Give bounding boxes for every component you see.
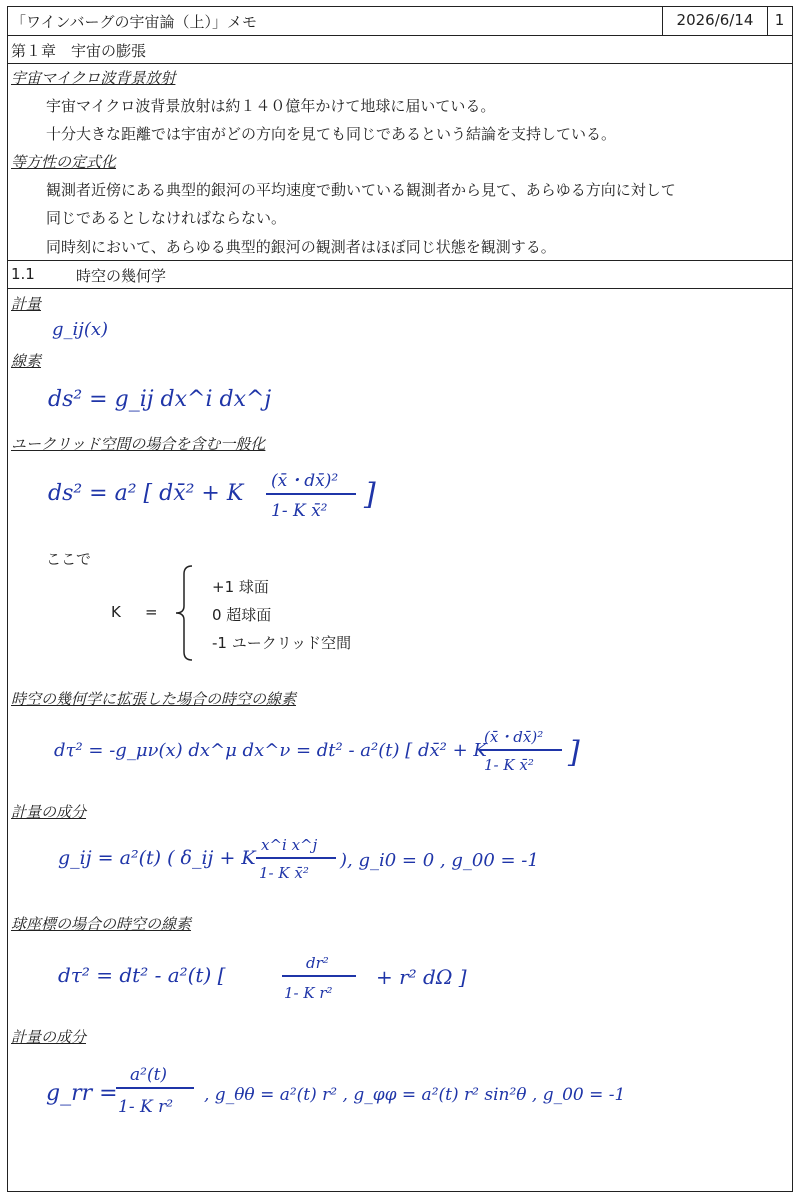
svg-text:1- K x̄²: 1- K x̄² (271, 501, 328, 521)
divider (7, 63, 793, 64)
divider (7, 288, 793, 289)
memo-title: 「ワインバーグの宇宙論（上）」メモ (11, 13, 258, 31)
svg-text:dτ² = dt² - a²(t) [: dτ² = dt² - a²(t) [ (58, 963, 226, 987)
svg-text:a²(t): a²(t) (130, 1065, 168, 1085)
heading-metric: 計量 (11, 295, 42, 313)
page-number: 1 (774, 11, 785, 29)
chapter-title: 第１章 宇宙の膨張 (11, 42, 147, 60)
handwritten-formula (56, 830, 556, 892)
paragraph: 観測者近傍にある典型的銀河の平均速度で動いている観測者から見て、あらゆる方向に対して (46, 181, 676, 199)
svg-text:+ r² dΩ ]: + r² dΩ ] (376, 965, 467, 989)
svg-text:(x̄・dx̄)²: (x̄・dx̄)² (484, 728, 544, 746)
paragraph: 同じであるとしなければならない。 (46, 209, 287, 227)
paragraph: 十分大きな距離では宇宙がどの方向を見ても同じであるという結論を支持している。 (46, 125, 617, 143)
svg-text:g_ij(x): g_ij(x) (52, 319, 109, 340)
k-symbol: K (111, 603, 121, 621)
heading-components: 計量の成分 (11, 1028, 87, 1046)
svg-text:dr²: dr² (306, 954, 329, 972)
equals-sign: = (145, 603, 158, 621)
paragraph: 宇宙マイクロ波背景放射は約１４０億年かけて地球に届いている。 (46, 97, 496, 115)
page-header (7, 6, 793, 36)
heading-generalization: ユークリッド空間の場合を含む一般化 (11, 435, 266, 453)
handwritten-formula (50, 313, 170, 343)
handwritten-formula (52, 722, 612, 782)
section-title: 時空の幾何学 (76, 267, 167, 285)
svg-text:dτ² = -g_μν(x) dx^μ dx^ν = dt²: dτ² = -g_μν(x) dx^μ dx^ν = dt² - a²(t) [ dx̄² + K (54, 740, 487, 761)
handwritten-formula (44, 1056, 744, 1126)
heading-line-element: 線素 (11, 352, 42, 370)
heading-spacetime: 時空の幾何学に拡張した場合の時空の線素 (11, 690, 297, 708)
heading-isotropy: 等方性の定式化 (11, 153, 117, 171)
heading-spherical: 球座標の場合の時空の線素 (11, 915, 192, 933)
handwritten-formula (46, 466, 406, 526)
svg-text:(x̄・dx̄)²: (x̄・dx̄)² (271, 471, 339, 491)
paragraph: 同時刻において、あらゆる典型的銀河の観測者はほぼ同じ状態を観測する。 (46, 238, 556, 256)
case-item: +1 球面 (212, 578, 269, 596)
svg-text:ds² = g_ij dx^i dx^j: ds² = g_ij dx^i dx^j (48, 387, 272, 412)
case-item: 0 超球面 (212, 606, 272, 624)
handwritten-formula (46, 378, 306, 418)
svg-text:x^i x^j: x^i x^j (261, 836, 318, 854)
svg-text:g_rr =: g_rr = (46, 1081, 118, 1106)
handwritten-formula (56, 948, 516, 1008)
svg-text:]: ] (364, 477, 376, 512)
svg-text:1- K r²: 1- K r² (118, 1097, 174, 1117)
left-brace-icon (172, 564, 196, 662)
case-item: -1 ユークリッド空間 (212, 634, 352, 652)
svg-text:1- K x̄²: 1- K x̄² (259, 864, 309, 882)
svg-text:g_ij = a²(t) ( δ_ij + K: g_ij = a²(t) ( δ_ij + K (58, 847, 256, 869)
svg-text:]: ] (568, 735, 580, 770)
heading-components: 計量の成分 (11, 803, 87, 821)
section-number: 1.1 (11, 265, 35, 283)
heading-cmb: 宇宙マイクロ波背景放射 (11, 69, 176, 87)
svg-text:1- K r²: 1- K r² (284, 984, 333, 1002)
svg-text:1- K x̄²: 1- K x̄² (484, 756, 534, 774)
memo-date: 2026/6/14 (662, 6, 768, 35)
svg-text:), g_i0 = 0 , g_00 = -1: ), g_i0 = 0 , g_00 = -1 (340, 850, 539, 871)
divider (7, 260, 793, 261)
svg-text:, g_θθ = a²(t) r² , g_φφ = a: , g_θθ = a²(t) r² , g_φφ = a²(t) r² sin²θ , g_00 = -1 (204, 1085, 626, 1105)
svg-text:ds² = a² [ dx̄² + K: ds² = a² [ dx̄² + K (48, 481, 244, 506)
where-label: ここで (46, 550, 92, 568)
